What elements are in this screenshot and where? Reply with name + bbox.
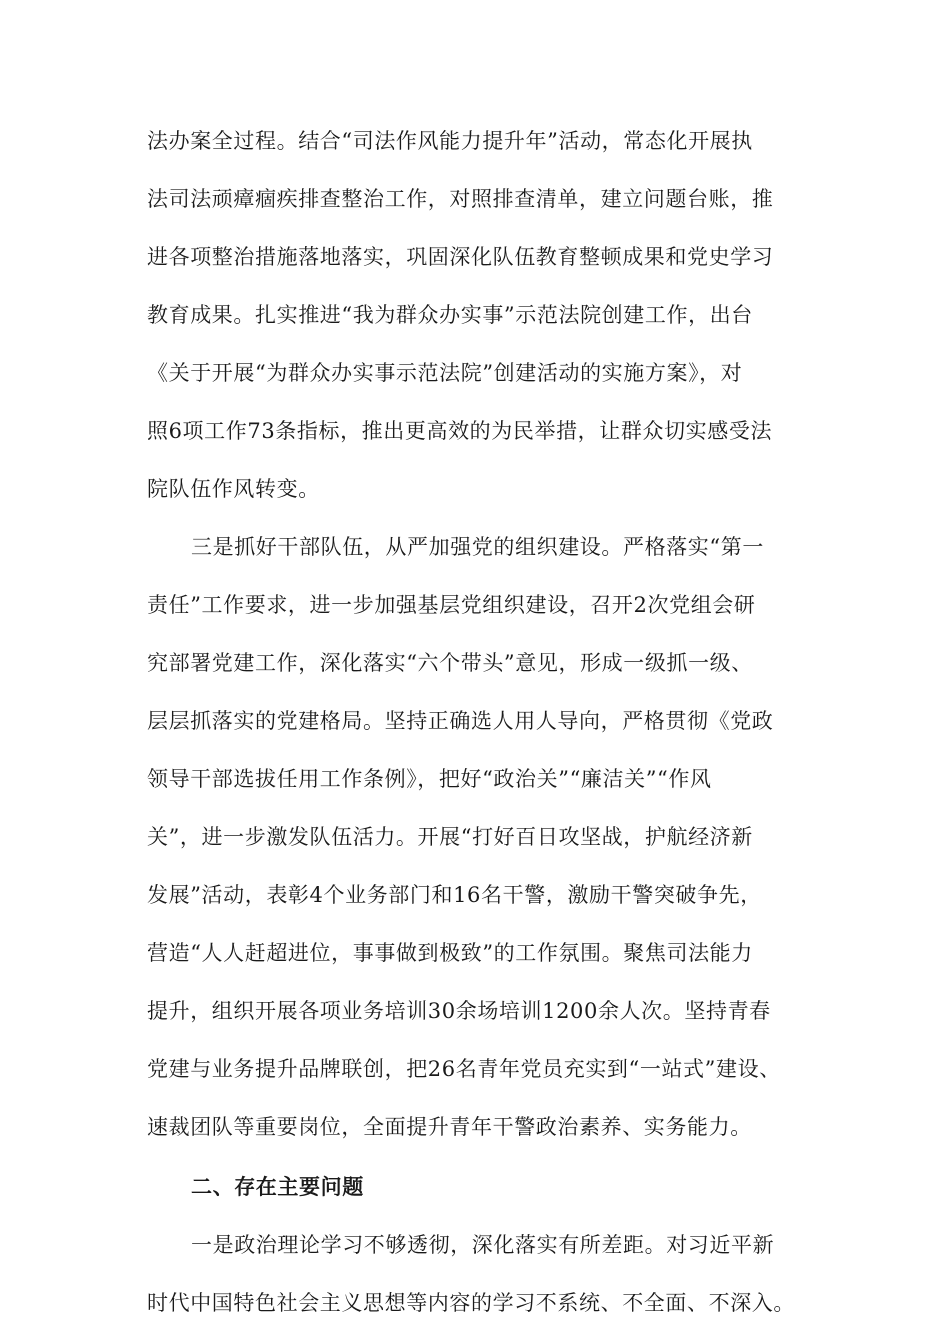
paragraph-2-line-11: 速裁团队等重要岗位，全面提升青年干警政治素养、实务能力。 [147,1115,752,1139]
paragraph-1-line-4: 教育成果。扎实推进“我为群众办实事”示范法院创建工作，出台 [147,303,753,327]
paragraph-1-line-5: 《关于开展“为群众办实事示范法院”创建活动的实施方案》，对 [147,361,743,385]
paragraph-2-line-3: 究部署党建工作，深化落实“六个带头”意见，形成一级抓一级、 [147,651,753,675]
paragraph-2-line-7: 发展”活动，表彰4个业务部门和16名干警，激励干警突破争先， [147,883,762,907]
paragraph-2-line-1: 三是抓好干部队伍，从严加强党的组织建设。严格落实“第一 [191,535,764,559]
paragraph-2-line-8: 营造“人人赶超进位，事事做到极致”的工作氛围。聚焦司法能力 [147,941,753,965]
paragraph-1-line-1: 法办案全过程。结合“司法作风能力提升年”活动，常态化开展执 [147,129,753,153]
paragraph-2-line-2: 责任”工作要求，进一步加强基层党组织建设，召开2次党组会研 [147,593,756,617]
paragraph-1-line-7: 院队伍作风转变。 [147,477,320,501]
paragraph-1-line-2: 法司法顽瘴痼疾排查整治工作，对照排查清单，建立问题台账，推 [147,187,774,211]
paragraph-1-line-6: 照6项工作73条指标，推出更高效的为民举措，让群众切实感受法 [147,419,773,443]
paragraph-2-line-4: 层层抓落实的党建格局。坚持正确选人用人导向，严格贯彻《党政 [147,709,774,733]
paragraph-2-line-10: 党建与业务提升品牌联创，把26名青年党员充实到“一站式”建设、 [147,1057,781,1081]
section-heading: 二、存在主要问题 [191,1174,364,1199]
paragraph-2-line-9: 提升，组织开展各项业务培训30余场培训1200余人次。坚持青春 [147,999,771,1023]
paragraph-2-line-6: 关”，进一步激发队伍活力。开展“打好百日攻坚战，护航经济新 [147,825,753,849]
paragraph-3-line-2: 时代中国特色社会主义思想等内容的学习不系统、不全面、不深入。 [147,1291,795,1315]
paragraph-2-line-5: 领导干部选拔任用工作条例》，把好“政治关”“廉洁关”“作风 [147,767,712,791]
paragraph-3-line-1: 一是政治理论学习不够透彻，深化落实有所差距。对习近平新 [191,1233,775,1257]
paragraph-1-line-3: 进各项整治措施落地落实，巩固深化队伍教育整顿成果和党史学习 [147,245,774,269]
